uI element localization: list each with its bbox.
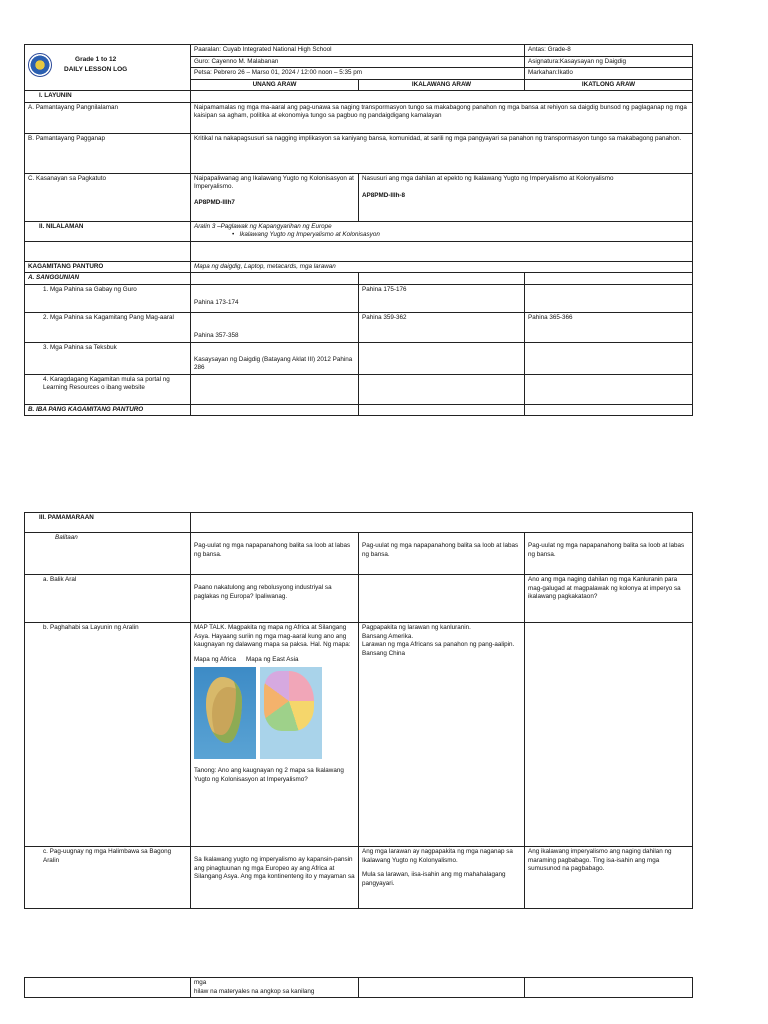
- competency-code-1: AP8PMD-IIIh7: [194, 198, 235, 206]
- pag-uugnay-label: c. Pag-uugnay ng mga Halimbawa sa Bagong Aralin: [25, 847, 191, 909]
- balik-aral-label: a. Balik Aral: [25, 575, 191, 623]
- paghahabi-question: Tanong: Ano ang kaugnayan ng 2 mapa sa Ikalawang Yugto ng Kolonisasyon at Imperyalismo?: [194, 767, 344, 783]
- kagamitan-materials: Mapa ng daigdig, Laptop, metacards, mga larawan: [191, 261, 693, 273]
- continuation-day1: mga hilaw na materyales na angkop sa kanilang: [191, 978, 359, 998]
- balitaan-label: Balitaan: [25, 533, 191, 575]
- map-africa-label: Mapa ng Africa: [194, 655, 237, 663]
- lesson-log-table-1: [24, 44, 693, 416]
- kagamitang-day3: Pahina 365-366: [525, 312, 693, 342]
- teksbuk-day1: Kasaysayan ng Daigdig (Batayang Aklat III) 2012 Pahina 286: [191, 342, 359, 374]
- level-cell: Antas: Grade-8: [525, 45, 693, 57]
- lesson-log-table-2: [24, 512, 693, 909]
- pag-uugnay-day3: Ang ikalawang imperyalismo ang naging dahilan ng maraming pagbabago. Ting isa-isahin ang mga sumusunod na pagbabago.: [525, 847, 693, 909]
- gabay-label: 1. Mga Pahina sa Gabay ng Guro: [25, 284, 191, 312]
- nilalaman-text: Aralin 3 –Paglawak ng Kapangyarihan ng Europe • Ikalawang Yugto ng Imperyalismo at Kolonisasyon: [191, 221, 693, 241]
- kagamitang-pang-mag-aaral-label: 2. Mga Pahina sa Kagamitang Pang Mag-aaral: [25, 312, 191, 342]
- pamantayang-pangnilalaman-text: Naipamamalas ng mga ma-aaral ang pag-unawa sa naging transpormasyon tungo sa makabagong panahon ng mga bansa at rehiyon sa daigdig bunsod ng paglaganap ng mga kaisipan sa agham, politika at ekonomiya tungo sa pagbuo ng pandaigdigang kamalayan: [191, 102, 693, 133]
- date-cell: Petsa: Pebrero 26 – Marso 01, 2024 / 12:00 noon – 5:35 pm: [191, 68, 525, 80]
- grade-label: Grade 1 to 12: [75, 55, 117, 63]
- paghahabi-day1: MAP TALK. Magpakita ng mapa ng Africa at Silangang Asya. Hayaang suriin ng mga mag-aaral kung ano ang kaugnayan ng dalawang mapa sa paksa. Hal. Ng mapa: Mapa ng Africa Mapa ng East Asia Tanong: Ano ang kaugnayan ng 2 mapa sa Ikalawang Yugto ng Kolonisasyon at Imperyalismo?: [191, 623, 359, 847]
- pamantayang-pangnilalaman-label: A. Pamantayang Pangnilalaman: [25, 102, 191, 133]
- sanggunian-title: A. SANGGUNIAN: [25, 273, 191, 285]
- day2-header: IKALAWANG ARAW: [359, 79, 525, 91]
- kasanayan-day2: Nasusuri ang mga dahilan at epekto ng Ikalawang Yugto ng Imperyalismo at Kolonyalismo AP8PMD-IIIh-8: [359, 173, 693, 221]
- pamantayang-pagganap-text: Kritikal na nakapagsusuri sa nagging implikasyon sa kaniyang bansa, komunidad, at sarili ng mga pangyayari sa panahon ng transpormasyon tungo sa makabagong panahon.: [191, 133, 693, 173]
- balitaan-day1: Pag-uulat ng mga napapanahong balita sa loob at labas ng bansa.: [191, 533, 359, 575]
- pamantayang-pagganap-label: B. Pamantayang Pagganap: [25, 133, 191, 173]
- layunin-title: I. LAYUNIN: [25, 91, 191, 103]
- kagamitang-day2: Pahina 359-362: [359, 312, 525, 342]
- quarter-cell: Markahan:Ikatlo: [525, 68, 693, 80]
- teksbuk-label: 3. Mga Pahina sa Teksbuk: [25, 342, 191, 374]
- day3-header: IKATLONG ARAW: [525, 79, 693, 91]
- gabay-day1: Pahina 173-174: [191, 284, 359, 312]
- pamamaraan-title: III. PAMAMARAAN: [25, 513, 191, 533]
- balitaan-day3: Pag-uulat ng mga napapanahong balita sa loob at labas ng bansa.: [525, 533, 693, 575]
- pag-uugnay-day2: Ang mga larawan ay nagpapakita ng mga naganap sa Ikalawang Yugto ng Kolonyalismo. Mula sa larawan, iisa-isahin ang mg mahahalagang pangyayari.: [359, 847, 525, 909]
- kagamitan-title: KAGAMITANG PANTURO: [25, 261, 191, 273]
- lesson-log-table-3: [24, 977, 693, 998]
- kasanayan-day1: Naipapaliwanag ang Ikalawang Yugto ng Kolonisasyon at Imperyalismo. AP8PMD-IIIh7: [191, 173, 359, 221]
- nilalaman-title: II. NILALAMAN: [25, 221, 191, 241]
- day1-header: UNANG ARAW: [191, 79, 359, 91]
- subject-cell: Asignatura:Kasaysayan ng Daigdig: [525, 56, 693, 68]
- iba-pang-kagamitan-label: B. IBA PANG KAGAMITANG PANTURO: [25, 404, 191, 416]
- balitaan-day2: Pag-uulat ng mga napapanahong balita sa loob at labas ng bansa.: [359, 533, 525, 575]
- competency-code-2: AP8PMD-IIIh-8: [362, 192, 406, 199]
- gabay-day2: Pahina 175-176: [359, 284, 525, 312]
- africa-map-image: [194, 667, 256, 759]
- header-logo-cell: [25, 45, 191, 91]
- school-cell: Paaralan: Cuyab Integrated National High School: [191, 45, 525, 57]
- paghahabi-label: b. Paghahabi sa Layunin ng Aralin: [25, 623, 191, 847]
- kasanayan-label: C. Kasanayan sa Pagkatuto: [25, 173, 191, 221]
- balik-aral-day1: Paano nakatulong ang rebolusyong industriyal sa paglakas ng Europa? Ipaliwanag.: [191, 575, 359, 623]
- balik-aral-day3: Ano ang mga naging dahilan ng mga Kanluranin para mag-galugad at magpalawak ng kolonya at imperyo sa ikalawang pagkakataon?: [525, 575, 693, 623]
- map-east-asia-label: Mapa ng East Asia: [246, 655, 299, 663]
- log-title: DAILY LESSON LOG: [64, 66, 128, 73]
- kagamitang-day1: Pahina 357-358: [191, 312, 359, 342]
- teacher-cell: Guro: Cayenno M. Malabanan: [191, 56, 525, 68]
- pag-uugnay-day1: Sa Ikalawang yugto ng imperyalismo ay kapansin-pansin ang pinagtuunan ng mga Europeo ay ang Africa at Silangang Asya. Ang mga kontinenteng ito y mayaman sa: [191, 847, 359, 909]
- east-asia-map-image: [260, 667, 322, 759]
- karagdagang-kagamitan-label: 4. Karagdagang Kagamitan mula sa portal ng Learning Resources o ibang website: [25, 374, 191, 404]
- deped-seal-icon: [28, 53, 52, 77]
- paghahabi-day2: Pagpapakita ng larawan ng kanluranin. Bansang Amerika. Larawan ng mga Africans sa panahon ng pang-aalipin. Bansang China: [359, 623, 525, 847]
